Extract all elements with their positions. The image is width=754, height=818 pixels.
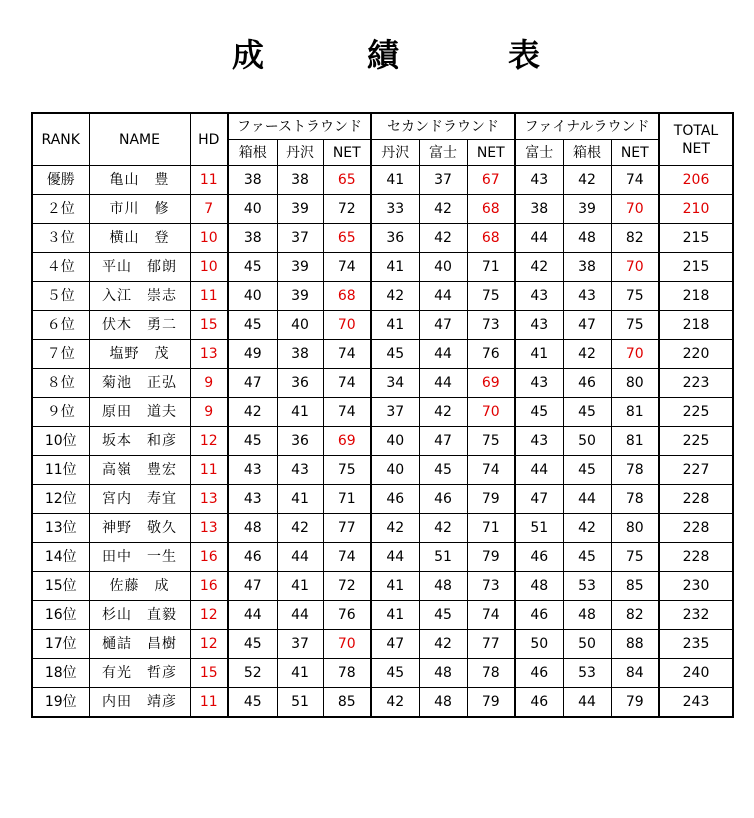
cell-r2a: 41 bbox=[371, 311, 419, 340]
cell-r3b: 43 bbox=[563, 282, 611, 311]
cell-hd: 10 bbox=[190, 253, 228, 282]
cell-name: 杉山 直毅 bbox=[89, 601, 190, 630]
cell-r1net: 76 bbox=[323, 601, 371, 630]
cell-r2a: 45 bbox=[371, 340, 419, 369]
header-rank: RANK bbox=[32, 113, 89, 166]
cell-r1a: 45 bbox=[228, 311, 277, 340]
cell-r2b: 44 bbox=[419, 282, 467, 311]
cell-total: 243 bbox=[659, 688, 733, 718]
table-row bbox=[32, 224, 733, 253]
header-name: NAME bbox=[89, 113, 190, 166]
table-row bbox=[32, 543, 733, 572]
cell-rank: 16位 bbox=[32, 601, 89, 630]
cell-r2b: 45 bbox=[419, 601, 467, 630]
cell-rank: ８位 bbox=[32, 369, 89, 398]
cell-name: 亀山 豊 bbox=[89, 166, 190, 195]
cell-r3a: 47 bbox=[515, 485, 563, 514]
cell-r2net: 70 bbox=[467, 398, 515, 427]
cell-r2b: 42 bbox=[419, 224, 467, 253]
cell-r3net: 79 bbox=[611, 688, 659, 718]
cell-total: 235 bbox=[659, 630, 733, 659]
cell-name: 神野 敬久 bbox=[89, 514, 190, 543]
cell-rank: ３位 bbox=[32, 224, 89, 253]
table-row bbox=[32, 659, 733, 688]
cell-r3net: 78 bbox=[611, 456, 659, 485]
cell-r1net: 72 bbox=[323, 572, 371, 601]
cell-total: 227 bbox=[659, 456, 733, 485]
cell-name: 菊池 正弘 bbox=[89, 369, 190, 398]
cell-r1net: 72 bbox=[323, 195, 371, 224]
title-char-1: 成 bbox=[232, 36, 265, 74]
cell-r3b: 42 bbox=[563, 340, 611, 369]
header-r2-col-1: 丹沢 bbox=[371, 140, 419, 166]
cell-total: 218 bbox=[659, 282, 733, 311]
cell-r1a: 46 bbox=[228, 543, 277, 572]
cell-r3b: 44 bbox=[563, 485, 611, 514]
cell-name: 宮内 寿宜 bbox=[89, 485, 190, 514]
cell-r2net: 79 bbox=[467, 543, 515, 572]
cell-total: 215 bbox=[659, 224, 733, 253]
cell-r2b: 51 bbox=[419, 543, 467, 572]
cell-r1b: 43 bbox=[277, 456, 323, 485]
cell-hd: 12 bbox=[190, 601, 228, 630]
cell-r3a: 44 bbox=[515, 224, 563, 253]
title-char-2: 績 bbox=[367, 36, 400, 74]
cell-hd: 16 bbox=[190, 543, 228, 572]
cell-r2b: 48 bbox=[419, 659, 467, 688]
cell-r3b: 42 bbox=[563, 514, 611, 543]
cell-r3net: 75 bbox=[611, 543, 659, 572]
cell-r1a: 47 bbox=[228, 369, 277, 398]
header-r3-col-2: 箱根 bbox=[563, 140, 611, 166]
cell-r2net: 79 bbox=[467, 485, 515, 514]
table-row bbox=[32, 282, 733, 311]
cell-r2b: 44 bbox=[419, 369, 467, 398]
cell-r3a: 44 bbox=[515, 456, 563, 485]
cell-r3a: 48 bbox=[515, 572, 563, 601]
cell-r3b: 45 bbox=[563, 398, 611, 427]
cell-r3a: 46 bbox=[515, 543, 563, 572]
cell-name: 田中 一生 bbox=[89, 543, 190, 572]
header-hd: HD bbox=[190, 113, 228, 166]
cell-rank: ５位 bbox=[32, 282, 89, 311]
cell-total: 225 bbox=[659, 427, 733, 456]
cell-total: 223 bbox=[659, 369, 733, 398]
cell-r3net: 80 bbox=[611, 514, 659, 543]
cell-r3net: 80 bbox=[611, 369, 659, 398]
cell-r3b: 42 bbox=[563, 166, 611, 195]
table-row bbox=[32, 311, 733, 340]
cell-r2net: 68 bbox=[467, 195, 515, 224]
cell-r3net: 70 bbox=[611, 253, 659, 282]
cell-total: 215 bbox=[659, 253, 733, 282]
cell-r3b: 45 bbox=[563, 456, 611, 485]
cell-rank: 14位 bbox=[32, 543, 89, 572]
header-round-3: ファイナルラウンド bbox=[515, 113, 659, 140]
cell-r1b: 39 bbox=[277, 253, 323, 282]
cell-r3a: 46 bbox=[515, 601, 563, 630]
cell-r3a: 46 bbox=[515, 659, 563, 688]
cell-rank: 10位 bbox=[32, 427, 89, 456]
table-row bbox=[32, 572, 733, 601]
header-r2-col-2: 富士 bbox=[419, 140, 467, 166]
header-r3-col-3: NET bbox=[611, 140, 659, 166]
cell-r1a: 47 bbox=[228, 572, 277, 601]
cell-r2a: 33 bbox=[371, 195, 419, 224]
cell-r2b: 42 bbox=[419, 398, 467, 427]
cell-name: 佐藤 成 bbox=[89, 572, 190, 601]
page-title bbox=[0, 30, 754, 76]
cell-r3b: 50 bbox=[563, 427, 611, 456]
cell-r2a: 40 bbox=[371, 456, 419, 485]
cell-r2b: 42 bbox=[419, 514, 467, 543]
cell-name: 内田 靖彦 bbox=[89, 688, 190, 718]
cell-rank: 11位 bbox=[32, 456, 89, 485]
cell-r1b: 44 bbox=[277, 543, 323, 572]
cell-r1net: 74 bbox=[323, 369, 371, 398]
cell-r2b: 44 bbox=[419, 340, 467, 369]
cell-r2a: 36 bbox=[371, 224, 419, 253]
cell-name: 樋詰 昌樹 bbox=[89, 630, 190, 659]
cell-hd: 12 bbox=[190, 630, 228, 659]
score-table bbox=[31, 112, 734, 718]
cell-r1a: 49 bbox=[228, 340, 277, 369]
cell-r2a: 46 bbox=[371, 485, 419, 514]
cell-r1a: 43 bbox=[228, 485, 277, 514]
cell-r1b: 41 bbox=[277, 659, 323, 688]
cell-r2a: 42 bbox=[371, 688, 419, 718]
cell-r3net: 78 bbox=[611, 485, 659, 514]
cell-name: 入江 崇志 bbox=[89, 282, 190, 311]
cell-r2a: 45 bbox=[371, 659, 419, 688]
cell-r2b: 47 bbox=[419, 311, 467, 340]
cell-total: 228 bbox=[659, 485, 733, 514]
cell-rank: ４位 bbox=[32, 253, 89, 282]
cell-rank: ６位 bbox=[32, 311, 89, 340]
cell-r2net: 78 bbox=[467, 659, 515, 688]
cell-r3net: 82 bbox=[611, 601, 659, 630]
cell-r3a: 50 bbox=[515, 630, 563, 659]
header-r2-col-3: NET bbox=[467, 140, 515, 166]
cell-r1b: 38 bbox=[277, 340, 323, 369]
cell-r2a: 42 bbox=[371, 282, 419, 311]
cell-r2a: 40 bbox=[371, 427, 419, 456]
table-row bbox=[32, 253, 733, 282]
cell-rank: 15位 bbox=[32, 572, 89, 601]
cell-hd: 12 bbox=[190, 427, 228, 456]
cell-r1net: 75 bbox=[323, 456, 371, 485]
cell-r2net: 75 bbox=[467, 427, 515, 456]
cell-total: 225 bbox=[659, 398, 733, 427]
cell-r3net: 84 bbox=[611, 659, 659, 688]
cell-r1net: 71 bbox=[323, 485, 371, 514]
table-row bbox=[32, 166, 733, 195]
cell-r2b: 47 bbox=[419, 427, 467, 456]
cell-r3a: 43 bbox=[515, 311, 563, 340]
cell-r2a: 37 bbox=[371, 398, 419, 427]
cell-r1a: 40 bbox=[228, 195, 277, 224]
cell-hd: 11 bbox=[190, 282, 228, 311]
header-round-2: セカンドラウンド bbox=[371, 113, 515, 140]
cell-hd: 16 bbox=[190, 572, 228, 601]
cell-r3b: 48 bbox=[563, 601, 611, 630]
cell-r3a: 38 bbox=[515, 195, 563, 224]
cell-name: 市川 修 bbox=[89, 195, 190, 224]
cell-r1net: 74 bbox=[323, 543, 371, 572]
cell-r2net: 71 bbox=[467, 253, 515, 282]
header-r1-col-1: 箱根 bbox=[228, 140, 277, 166]
cell-r2net: 74 bbox=[467, 456, 515, 485]
cell-r2net: 73 bbox=[467, 311, 515, 340]
cell-r1a: 45 bbox=[228, 253, 277, 282]
cell-r1net: 68 bbox=[323, 282, 371, 311]
title-char-3: 表 bbox=[508, 36, 541, 74]
cell-r2b: 48 bbox=[419, 688, 467, 718]
cell-name: 伏木 勇二 bbox=[89, 311, 190, 340]
cell-r3net: 75 bbox=[611, 282, 659, 311]
cell-r3net: 82 bbox=[611, 224, 659, 253]
header-r3-col-1: 富士 bbox=[515, 140, 563, 166]
table-row bbox=[32, 456, 733, 485]
cell-r2a: 42 bbox=[371, 514, 419, 543]
cell-r2b: 46 bbox=[419, 485, 467, 514]
table-row bbox=[32, 514, 733, 543]
cell-r2a: 41 bbox=[371, 166, 419, 195]
cell-hd: 7 bbox=[190, 195, 228, 224]
cell-r1net: 78 bbox=[323, 659, 371, 688]
cell-r3a: 41 bbox=[515, 340, 563, 369]
cell-r3net: 75 bbox=[611, 311, 659, 340]
cell-r3b: 39 bbox=[563, 195, 611, 224]
table-row bbox=[32, 485, 733, 514]
cell-r2net: 69 bbox=[467, 369, 515, 398]
cell-r1b: 44 bbox=[277, 601, 323, 630]
cell-r1net: 69 bbox=[323, 427, 371, 456]
cell-name: 坂本 和彦 bbox=[89, 427, 190, 456]
cell-r2net: 71 bbox=[467, 514, 515, 543]
cell-r2b: 40 bbox=[419, 253, 467, 282]
table-row bbox=[32, 369, 733, 398]
cell-r1b: 39 bbox=[277, 282, 323, 311]
cell-total: 228 bbox=[659, 543, 733, 572]
cell-r2net: 73 bbox=[467, 572, 515, 601]
cell-r1net: 77 bbox=[323, 514, 371, 543]
cell-r2net: 68 bbox=[467, 224, 515, 253]
cell-r1b: 40 bbox=[277, 311, 323, 340]
cell-total: 232 bbox=[659, 601, 733, 630]
cell-hd: 15 bbox=[190, 659, 228, 688]
cell-r1b: 41 bbox=[277, 485, 323, 514]
cell-name: 高嶺 豊宏 bbox=[89, 456, 190, 485]
cell-r3net: 70 bbox=[611, 340, 659, 369]
cell-r3net: 88 bbox=[611, 630, 659, 659]
cell-r3b: 50 bbox=[563, 630, 611, 659]
cell-r3b: 47 bbox=[563, 311, 611, 340]
cell-r1b: 41 bbox=[277, 398, 323, 427]
cell-r2a: 41 bbox=[371, 253, 419, 282]
cell-rank: 17位 bbox=[32, 630, 89, 659]
cell-r3b: 53 bbox=[563, 572, 611, 601]
cell-hd: 11 bbox=[190, 688, 228, 718]
cell-name: 原田 道夫 bbox=[89, 398, 190, 427]
cell-r3a: 45 bbox=[515, 398, 563, 427]
cell-r3net: 85 bbox=[611, 572, 659, 601]
table-row bbox=[32, 688, 733, 718]
cell-hd: 15 bbox=[190, 311, 228, 340]
cell-r1a: 40 bbox=[228, 282, 277, 311]
cell-r2net: 74 bbox=[467, 601, 515, 630]
table-row bbox=[32, 398, 733, 427]
cell-r2a: 41 bbox=[371, 601, 419, 630]
cell-hd: 10 bbox=[190, 224, 228, 253]
cell-rank: 13位 bbox=[32, 514, 89, 543]
score-table-body bbox=[32, 166, 733, 718]
header-round-1: ファーストラウンド bbox=[228, 113, 371, 140]
cell-hd: 9 bbox=[190, 369, 228, 398]
cell-r1a: 38 bbox=[228, 224, 277, 253]
cell-r2net: 77 bbox=[467, 630, 515, 659]
cell-name: 塩野 茂 bbox=[89, 340, 190, 369]
cell-r3a: 43 bbox=[515, 369, 563, 398]
cell-r1a: 42 bbox=[228, 398, 277, 427]
cell-hd: 13 bbox=[190, 485, 228, 514]
cell-hd: 11 bbox=[190, 456, 228, 485]
cell-rank: ９位 bbox=[32, 398, 89, 427]
cell-r3a: 42 bbox=[515, 253, 563, 282]
cell-total: 218 bbox=[659, 311, 733, 340]
cell-r1a: 52 bbox=[228, 659, 277, 688]
cell-r2b: 42 bbox=[419, 195, 467, 224]
cell-rank: ２位 bbox=[32, 195, 89, 224]
table-row bbox=[32, 340, 733, 369]
cell-hd: 9 bbox=[190, 398, 228, 427]
cell-hd: 13 bbox=[190, 514, 228, 543]
cell-r3a: 46 bbox=[515, 688, 563, 718]
cell-r1a: 43 bbox=[228, 456, 277, 485]
cell-r1a: 45 bbox=[228, 427, 277, 456]
cell-r3b: 44 bbox=[563, 688, 611, 718]
cell-r3a: 43 bbox=[515, 427, 563, 456]
cell-rank: 19位 bbox=[32, 688, 89, 718]
cell-r3net: 74 bbox=[611, 166, 659, 195]
cell-r3net: 70 bbox=[611, 195, 659, 224]
cell-r1b: 41 bbox=[277, 572, 323, 601]
header-r1-col-3: NET bbox=[323, 140, 371, 166]
cell-r1net: 65 bbox=[323, 166, 371, 195]
cell-name: 平山 郁朗 bbox=[89, 253, 190, 282]
cell-r1b: 37 bbox=[277, 224, 323, 253]
header-total-net: TOTAL NET bbox=[659, 113, 733, 166]
table-row bbox=[32, 195, 733, 224]
cell-r1a: 38 bbox=[228, 166, 277, 195]
cell-r3a: 43 bbox=[515, 282, 563, 311]
cell-r1b: 37 bbox=[277, 630, 323, 659]
cell-r3b: 48 bbox=[563, 224, 611, 253]
cell-total: 220 bbox=[659, 340, 733, 369]
cell-r3net: 81 bbox=[611, 427, 659, 456]
cell-r2a: 47 bbox=[371, 630, 419, 659]
cell-r1a: 45 bbox=[228, 688, 277, 718]
cell-r1net: 74 bbox=[323, 253, 371, 282]
cell-r1b: 36 bbox=[277, 427, 323, 456]
cell-total: 228 bbox=[659, 514, 733, 543]
cell-r2net: 76 bbox=[467, 340, 515, 369]
cell-r3b: 45 bbox=[563, 543, 611, 572]
cell-r1a: 45 bbox=[228, 630, 277, 659]
cell-r1b: 38 bbox=[277, 166, 323, 195]
cell-name: 有光 哲彦 bbox=[89, 659, 190, 688]
cell-r1a: 48 bbox=[228, 514, 277, 543]
cell-r2a: 41 bbox=[371, 572, 419, 601]
cell-r1net: 70 bbox=[323, 311, 371, 340]
cell-r2net: 75 bbox=[467, 282, 515, 311]
cell-total: 210 bbox=[659, 195, 733, 224]
cell-r2b: 45 bbox=[419, 456, 467, 485]
cell-total: 206 bbox=[659, 166, 733, 195]
cell-r3b: 46 bbox=[563, 369, 611, 398]
table-row bbox=[32, 601, 733, 630]
cell-r3a: 51 bbox=[515, 514, 563, 543]
cell-total: 240 bbox=[659, 659, 733, 688]
cell-r1net: 85 bbox=[323, 688, 371, 718]
cell-r3net: 81 bbox=[611, 398, 659, 427]
cell-rank: 優勝 bbox=[32, 166, 89, 195]
header-r1-col-2: 丹沢 bbox=[277, 140, 323, 166]
cell-hd: 11 bbox=[190, 166, 228, 195]
cell-hd: 13 bbox=[190, 340, 228, 369]
cell-r1net: 74 bbox=[323, 340, 371, 369]
cell-r2net: 67 bbox=[467, 166, 515, 195]
cell-rank: ７位 bbox=[32, 340, 89, 369]
cell-r1net: 74 bbox=[323, 398, 371, 427]
cell-r2a: 34 bbox=[371, 369, 419, 398]
cell-r2b: 48 bbox=[419, 572, 467, 601]
cell-r3b: 38 bbox=[563, 253, 611, 282]
cell-r1b: 42 bbox=[277, 514, 323, 543]
cell-r1b: 36 bbox=[277, 369, 323, 398]
table-row bbox=[32, 427, 733, 456]
table-row bbox=[32, 630, 733, 659]
cell-r2a: 44 bbox=[371, 543, 419, 572]
cell-r3a: 43 bbox=[515, 166, 563, 195]
cell-rank: 12位 bbox=[32, 485, 89, 514]
cell-r2b: 42 bbox=[419, 630, 467, 659]
cell-r3b: 53 bbox=[563, 659, 611, 688]
cell-rank: 18位 bbox=[32, 659, 89, 688]
cell-r2b: 37 bbox=[419, 166, 467, 195]
cell-r2net: 79 bbox=[467, 688, 515, 718]
cell-name: 横山 登 bbox=[89, 224, 190, 253]
cell-r1net: 70 bbox=[323, 630, 371, 659]
cell-total: 230 bbox=[659, 572, 733, 601]
cell-r1net: 65 bbox=[323, 224, 371, 253]
cell-r1b: 39 bbox=[277, 195, 323, 224]
cell-r1b: 51 bbox=[277, 688, 323, 718]
cell-r1a: 44 bbox=[228, 601, 277, 630]
